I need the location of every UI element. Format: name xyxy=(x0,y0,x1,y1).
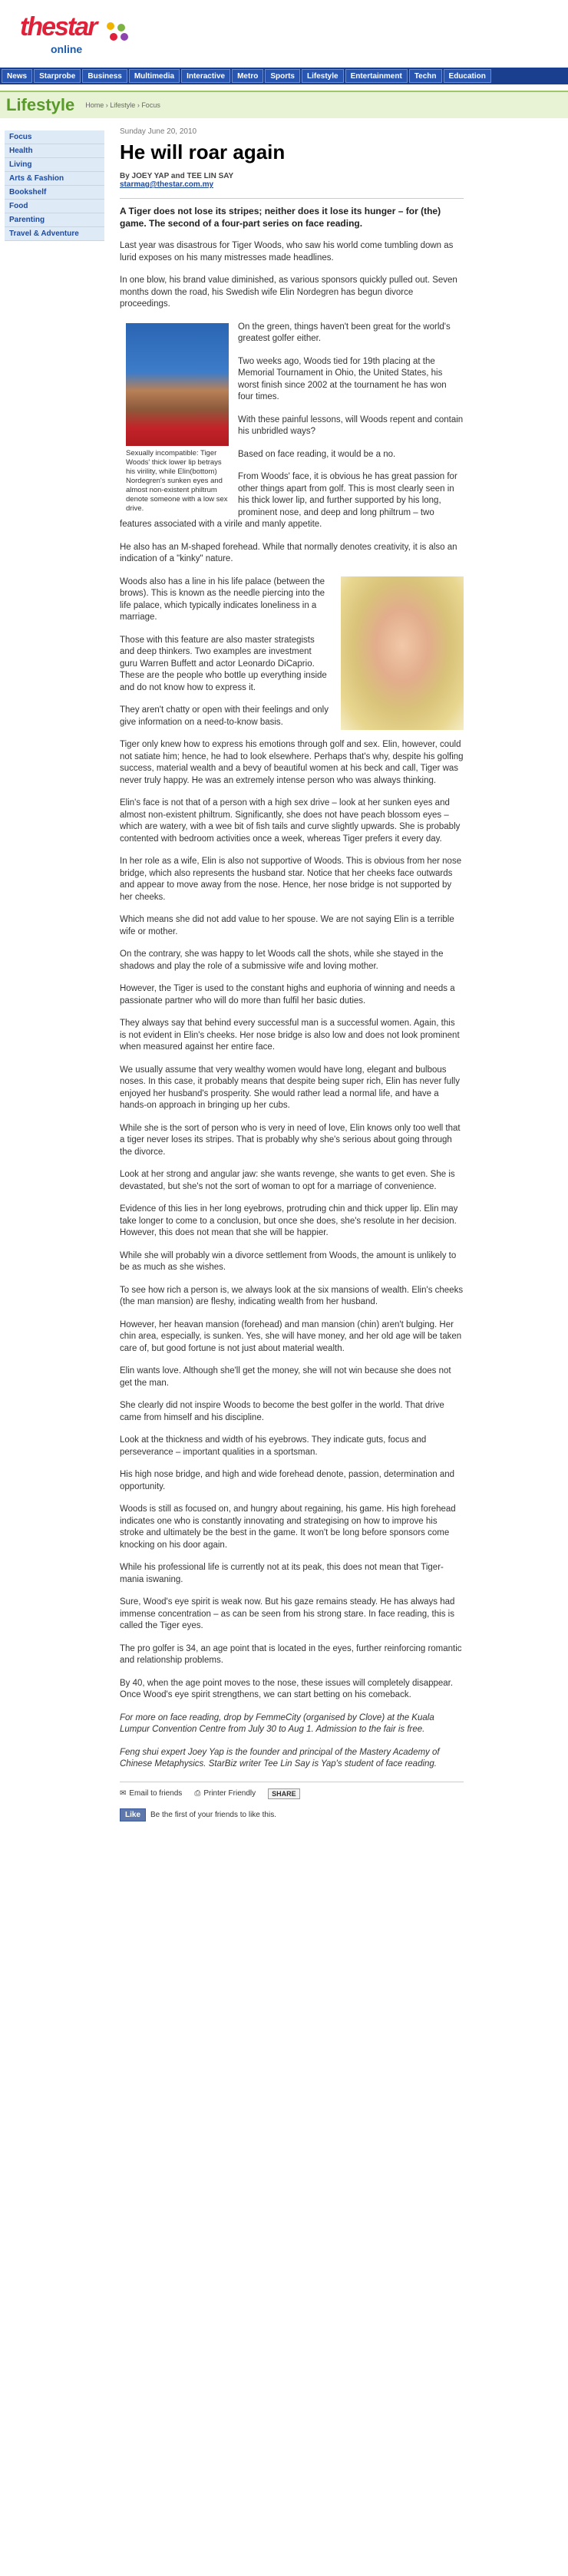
masthead xyxy=(0,0,568,66)
article-date: Sunday June 20, 2010 xyxy=(120,127,197,136)
photo-tiger-woods xyxy=(126,323,229,514)
paragraph: His high nose bridge, and high and wide forehead denote, passion, determination and opportunity. xyxy=(120,1470,455,1491)
share-tools xyxy=(120,1788,464,1799)
paragraph: Last year was disastrous for Tiger Woods, who saw his world come tumbling down as lurid exposes on his many mistresses made headlines. xyxy=(120,241,454,263)
paragraph: In one blow, his brand value diminished, as various sponsors quickly pulled out. Seven months down the road, his Swedish wife Elin Nordegren has begun divorce proceedings. xyxy=(120,276,457,309)
nav-business[interactable]: Business xyxy=(82,69,127,83)
event-note: For more on face reading, drop by FemmeCity (organised by Clove) at the Kuala Lumpur Convention Centre from July 30 to Aug 1. Admission to the fair is free. xyxy=(120,1712,434,1734)
article xyxy=(120,127,464,1821)
nav-sports[interactable]: Sports xyxy=(265,69,300,83)
facebook-like-text: Be the first of your friends to like this. xyxy=(150,1810,276,1819)
paragraph: In her role as a wife, Elin is also not supportive of Woods. This is obvious from her nose bridge, which also represents the husband star. Notice that her cheeks face outwards and appear to move away from the nose. Hence, her nose bridge is not supported by her cheeks. xyxy=(120,857,462,902)
paragraph: However, the Tiger is used to the constant highs and euphoria of winning and needs a passionate partner who will do more than fulfil her basic duties. xyxy=(120,984,455,1006)
email-friends-button[interactable] xyxy=(120,1789,182,1798)
nav-education[interactable]: Education xyxy=(444,69,491,83)
sidebar-item-living[interactable]: Living xyxy=(5,158,104,172)
paragraph: Based on face reading, it would be a no. xyxy=(238,449,396,459)
divider xyxy=(120,198,464,199)
logo-online: online xyxy=(51,43,83,55)
sidebar-item-bookshelf[interactable]: Bookshelf xyxy=(5,186,104,200)
sidebar-item-health[interactable]: Health xyxy=(5,144,104,158)
printer-icon: ⎙ xyxy=(194,1789,201,1798)
paragraph: Look at her strong and angular jaw: she wants revenge, she wants to get even. She is devastated, but she's not the sort of woman to opt for a marriage of convenience. xyxy=(120,1170,455,1191)
thestar-logo[interactable] xyxy=(11,9,126,63)
paragraph: The pro golfer is 34, an age point that is located in the eyes, further reinforcing romantic and relationship problems. xyxy=(120,1643,462,1665)
facebook-like-button[interactable]: Like xyxy=(120,1808,146,1821)
nav-interactive[interactable]: Interactive xyxy=(181,69,230,83)
article-byline: By JOEY YAP and TEE LIN SAY xyxy=(120,172,234,180)
paragraph: Two weeks ago, Woods tied for 19th placing at the Memorial Tournament in Ohio, the United States, his worst finish since 2002 at the tournament he has won four times. xyxy=(238,356,447,401)
photo-caption: Sexually incompatible: Tiger Woods' thick lower lip betrays his virility, while Elin(bottom) Nordegren's sunken eyes and almost non-existent philtrum denote someone with a low sex drive. xyxy=(126,448,228,513)
paragraph: With these painful lessons, will Woods repent and contain his unbridled ways? xyxy=(238,414,464,436)
printer-friendly-label: Printer Friendly xyxy=(203,1789,256,1798)
paragraph: She clearly did not inspire Woods to become the best golfer in the world. That drive came from himself and his discipline. xyxy=(120,1401,444,1422)
paragraph: While she is the sort of person who is very in need of love, Elin knows only too well that a tiger never loses its stripes. That is probably why she's serious about going through the divorce. xyxy=(120,1123,461,1157)
nav-starprobe[interactable]: Starprobe xyxy=(34,69,81,83)
top-navigation xyxy=(0,68,568,84)
paragraph: On the green, things haven't been great for the world's greatest golfer either. xyxy=(238,322,451,343)
share-label: SHARE xyxy=(272,1789,296,1798)
printer-friendly-button[interactable] xyxy=(194,1789,256,1798)
addthis-share-button[interactable] xyxy=(268,1788,300,1799)
sidebar-item-food[interactable]: Food xyxy=(5,200,104,213)
nav-news[interactable]: News xyxy=(2,69,32,83)
sidebar xyxy=(5,130,104,241)
paragraph: Elin's face is not that of a person with a high sex drive – look at her sunken eyes and almost non-existent philtrum. Significantly, she does not have peach blossom eyes – which are watery, with a wee bit of fish tails and curve slightly upwards. She is probably contented with bedroom activities once a week, whereas Tiger prefers it every day. xyxy=(120,798,461,844)
paragraph: By 40, when the age point moves to the nose, these issues will completely disappear. Once Wood's eye spirit strengthens, we can start betting on his comeback. xyxy=(120,1678,454,1699)
paragraph: Sure, Wood's eye spirit is weak now. But his gaze remains steady. He has always had immense concentration – as can be seen from his strong stare. In face reading, this is called the Tiger eyes. xyxy=(120,1597,455,1630)
breadcrumb-lifestyle[interactable]: Lifestyle xyxy=(110,101,136,109)
article-lead: A Tiger does not lose its stripes; neither does it lose its hunger – for (the) game. The second of a four-part series on face reading. xyxy=(120,206,441,229)
paragraph: They aren't chatty or open with their feelings and only give information on a need-to-know basis. xyxy=(120,705,329,727)
paragraph: Elin wants love. Although she'll get the money, she will not win because she does not get the man. xyxy=(120,1366,451,1388)
elin-nordegren-image xyxy=(341,576,464,730)
paragraph: Evidence of this lies in her long eyebrows, protruding chin and thick upper lip. Elin may take longer to come to a conclusion, but once she does, she's resolute in her decision. However, this does not mean that she will be happier. xyxy=(120,1204,458,1237)
logo-dots-icon xyxy=(101,20,132,51)
section-header xyxy=(0,91,568,118)
tiger-woods-image xyxy=(126,323,229,446)
paragraph: To see how rich a person is, we always look at the six mansions of wealth. Elin's cheeks (the man mansion) are fleshy, indicating wealth from her husband. xyxy=(120,1285,464,1306)
paragraph: We usually assume that very wealthy women would have long, elegant and bulbous noses. In this case, it probably means that despite being super rich, Elin has never fully enjoyed her husband's prosperity. She would rather lead a normal life, and have a hands-on approach in bringing up her cubs. xyxy=(120,1065,460,1110)
article-headline: He will roar again xyxy=(120,140,286,163)
sidebar-item-arts-fashion[interactable]: Arts & Fashion xyxy=(5,172,104,186)
facebook-like-row xyxy=(120,1808,464,1821)
nav-multimedia[interactable]: Multimedia xyxy=(129,69,180,83)
paragraph: He also has an M-shaped forehead. While that normally denotes creativity, it is also an indication of a "kinky" nature. xyxy=(120,542,457,563)
sidebar-item-parenting[interactable]: Parenting xyxy=(5,213,104,227)
paragraph: Tiger only knew how to express his emotions through golf and sex. Elin, however, could not satiate him; hence, he had to look elsewhere. Perhaps that's why, despite his golfing success, material wealth and a bevy of beautiful women at his beck and call, Tiger was never truly happy. He was an extremely intense person who was always thinking. xyxy=(120,740,464,785)
email-friends-label: Email to friends xyxy=(129,1789,183,1798)
breadcrumb: Home › Lifestyle › Focus xyxy=(85,101,160,109)
paragraph: Look at the thickness and width of his eyebrows. They indicate guts, focus and perseverance – important qualities in a sportsman. xyxy=(120,1435,427,1457)
sidebar-item-focus[interactable]: Focus xyxy=(5,130,104,144)
paragraph: They always say that behind every successful man is a successful women. Again, this is not evident in Elin's cheeks. Her nose bridge is also low and does not look prominent when measured against her entire face. xyxy=(120,1019,460,1052)
paragraph: On the contrary, she was happy to let Woods call the shots, while she stayed in the shadows and play the role of a submissive wife and loving mother. xyxy=(120,949,444,971)
paragraph: Woods also has a line in his life palace (between the brows). This is known as the needle piercing into the life palace, which typically indicates loneliness in a marriage. xyxy=(120,576,325,622)
paragraph: Woods is still as focused on, and hungry about regaining, his game. His high forehead indicates one who is constantly innovating and strategising on how to improve his stroke and ultimately be the best in the game. It won't be long before sponsors come knocking on his door again. xyxy=(120,1504,456,1550)
author-email-link[interactable]: starmag@thestar.com.my xyxy=(120,180,214,189)
nav-lifestyle[interactable]: Lifestyle xyxy=(302,69,344,83)
paragraph: Those with this feature are also master strategists and deep thinkers. Two examples are investment guru Warren Buffett and actor Leonardo DiCaprio. These are the people who bottle up everything inside and do not know how to express it. xyxy=(120,635,327,692)
sidebar-item-travel[interactable]: Travel & Adventure xyxy=(5,227,104,241)
breadcrumb-home[interactable]: Home xyxy=(85,101,104,109)
paragraph: While she will probably win a divorce settlement from Woods, the amount is unlikely to be as much as she wishes. xyxy=(120,1250,457,1272)
paragraph: Which means she did not add value to her spouse. We are not saying Elin is a terrible wife or mother. xyxy=(120,915,454,936)
nav-techn[interactable]: Techn xyxy=(409,69,442,83)
logo-brand: thestar xyxy=(20,12,97,41)
photo-elin-nordegren xyxy=(341,576,464,730)
paragraph: From Woods' face, it is obvious he has great passion for other things apart from golf. This is most clearly seen in his thick lower lip, and further supported by his long, prominent nose, and deep and long philtrum – two features associated with a virile and manly appetite. xyxy=(120,472,457,529)
paragraph: However, her heavan mansion (forehead) and man mansion (chin) aren't bulging. Her chin area, especially, is sunken. Yes, she will have money, and her old age will be taken care of, but good fortune is not just about material wealth. xyxy=(120,1319,462,1353)
author-note: Feng shui expert Joey Yap is the founder and principal of the Mastery Academy of Chinese Metaphysics. StarBiz writer Tee Lin Say is Yap's student of face reading. xyxy=(120,1747,440,1769)
envelope-icon: ✉ xyxy=(120,1789,127,1798)
paragraph: While his professional life is currently not at its peak, this does not mean that Tiger-mania iswaning. xyxy=(120,1563,444,1584)
nav-entertainment[interactable]: Entertainment xyxy=(345,69,408,83)
breadcrumb-focus[interactable]: Focus xyxy=(141,101,160,109)
section-title: Lifestyle xyxy=(6,95,75,114)
nav-metro[interactable]: Metro xyxy=(232,69,263,83)
